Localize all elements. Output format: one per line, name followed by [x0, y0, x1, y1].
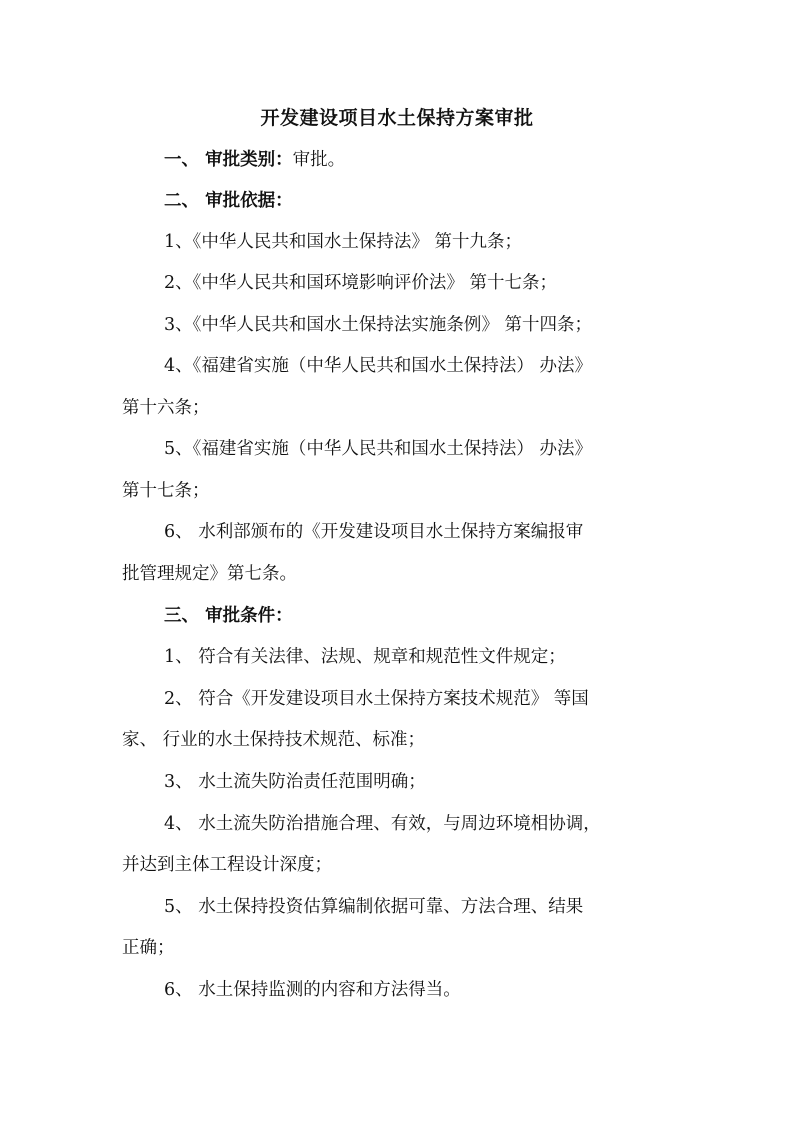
list-item-continuation: 正确； [122, 938, 175, 958]
list-item: 1、《中华人民共和国水土保持法》 第十九条； [164, 232, 522, 252]
list-item: 4、《福建省实施（中华人民共和国水土保持法） 办法》 [164, 356, 592, 376]
list-item-continuation: 批管理规定》第七条。 [122, 564, 297, 584]
list-item: 6、 水土保持监测的内容和方法得当。 [164, 980, 461, 1000]
list-item-continuation: 第十七条； [122, 481, 210, 501]
list-item: 3、 水土流失防治责任范围明确； [164, 772, 426, 792]
list-item: 5、 水土保持投资估算编制依据可靠、方法合理、结果 [164, 897, 584, 917]
list-item: 2、 符合《开发建设项目水土保持方案技术规范》 等国 [164, 689, 589, 709]
section-heading: 二、 审批依据： [164, 191, 293, 211]
list-item: 3、《中华人民共和国水土保持法实施条例》 第十四条； [164, 315, 592, 335]
section-heading: 三、 审批条件： [164, 606, 293, 626]
list-item-continuation: 第十六条； [122, 398, 210, 418]
list-item-continuation: 家、 行业的水土保持技术规范、标准； [122, 730, 426, 750]
list-item: 6、 水利部颁布的《开发建设项目水土保持方案编报审 [164, 522, 584, 542]
section-approval-category [164, 147, 345, 173]
section-heading: 一、 审批类别： [164, 150, 293, 170]
section-text: 审批。 [292, 150, 346, 170]
list-item: 5、《福建省实施（中华人民共和国水土保持法） 办法》 [164, 439, 592, 459]
list-item: 2、《中华人民共和国环境影响评价法》 第十七条； [164, 273, 557, 293]
list-item: 4、 水土流失防治措施合理、有效，与周边环境相协调， [164, 814, 601, 834]
document-title: 开发建设项目水土保持方案审批 [260, 107, 534, 129]
list-item-continuation: 并达到主体工程设计深度； [122, 855, 332, 875]
list-item: 1、 符合有关法律、法规、规章和规范性文件规定； [164, 647, 566, 667]
